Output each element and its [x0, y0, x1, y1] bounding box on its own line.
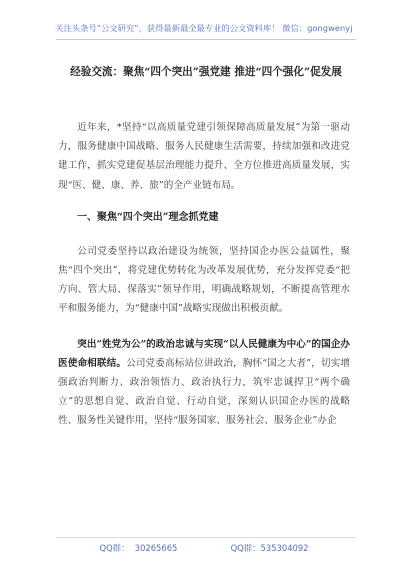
subpoint-paragraph [58, 335, 350, 431]
document-body [58, 118, 350, 431]
intro-paragraph: 近年来，*坚持“以高质量党建引领保障高质量发展”为第一驱动力，服务健康中国战略、服务人民健康生活需要，持续加强和改进党建工作，抓实党建促基层治理能力提升、全方位推进高质量发展，实现“医、健、康、养、旅”的全产业链布局。 [58, 122, 350, 191]
section-heading: 一、聚焦“四个突出”理念抓党建 [77, 211, 219, 223]
subpoint-body: 公司党委高标站位讲政治，胸怀“国之大者”，切实增强政治判断力、政治领悟力、政治执行力，筑牢忠诚捍卫“两个确立”的思想自觉、政治自觉、行动自觉，深刻认识国企办医的战略性、服务性关键作用，坚持“服务国家、服务社会、服务企业”办企 [58, 357, 351, 427]
footer-divider [56, 537, 356, 538]
subpoint-lead: 突出“姓党为公”的政治忠诚与实现“以人民健康为中心”的国企办医使命相联结。 [58, 338, 350, 369]
document-title: 经验交流：聚焦“四个突出”强党建 推进“四个强化”促发展 [70, 66, 342, 78]
header-divider [56, 39, 356, 40]
header-banner: 关注头条号“公文研究”，获得最新最全最专业的公文资料库！ 微信：gongwenyj [55, 23, 353, 33]
section-paragraph: 公司党委坚持以政治建设为统领，坚持国企办医公益属性，聚焦“四个突出”，将党建优势转化为改革发展优势，充分发挥党委“把方向、管大局、保落实”领导作用，明确战略规划，不断提高管理水平和服务能力，为“健康中国”战略实现做出积极贡献。 [58, 245, 350, 315]
footer-contact: QQ群： 30265665 QQ群：535304092 [99, 543, 309, 553]
